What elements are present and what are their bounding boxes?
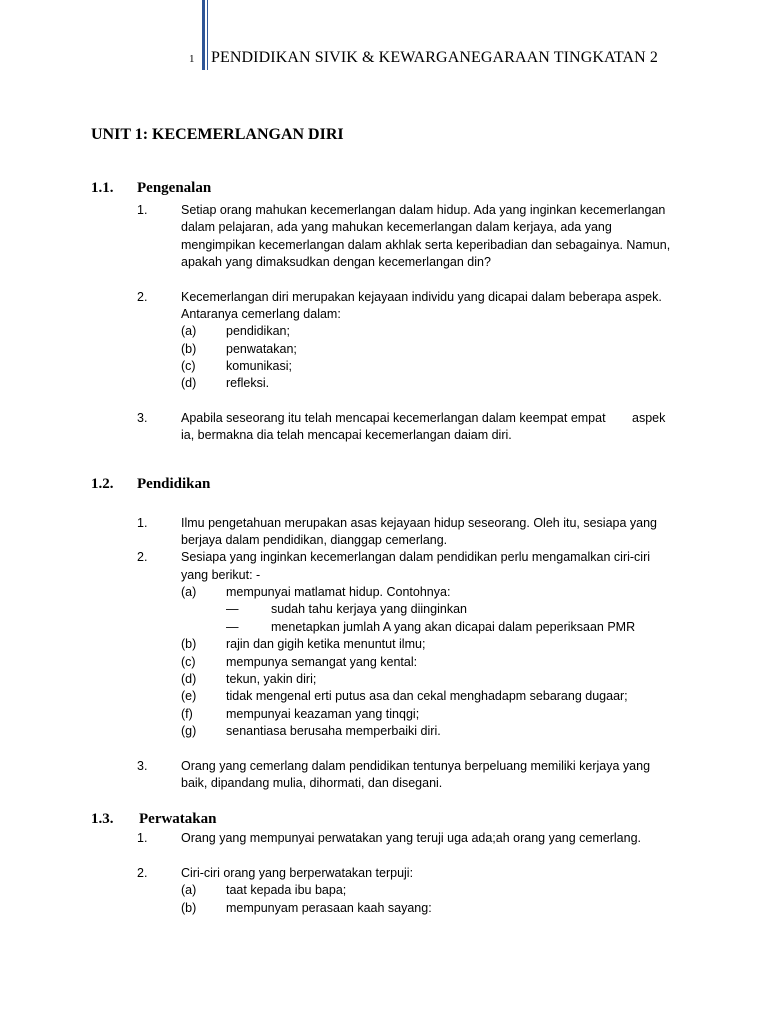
sub-item: tidak mengenal erti putus asa dan cekal menghadapm sebarang dugaar;	[226, 689, 628, 703]
sub-label: (g)	[181, 724, 197, 738]
sub-item: taat kepada ibu bapa;	[226, 883, 347, 897]
paragraph-line: apakah yang dimaksudkan dengan kecemerlangan din?	[181, 255, 491, 269]
paragraph-line: Orang yang cemerlang dalam pendidikan tentunya berpeluang memiliki kerjaya yang	[181, 759, 651, 773]
sub-label: (a)	[181, 883, 197, 897]
item-number: 3.	[137, 411, 148, 425]
section-number: 1.3.	[91, 811, 114, 827]
sub-item: refleksi.	[226, 376, 270, 390]
section-title: Perwatakan	[139, 811, 217, 827]
item-number: 3.	[137, 759, 148, 773]
sub-label: (b)	[181, 901, 197, 915]
item-number: 2.	[137, 550, 148, 564]
sub-label: (f)	[181, 707, 193, 721]
paragraph-line: baik, dipandang mulia, dihormati, dan disegani.	[181, 776, 443, 790]
sub-item: senantiasa berusaha memperbaiki diri.	[226, 724, 441, 738]
paragraph-line: Ciri-ciri orang yang berperwatakan terpuji:	[181, 866, 414, 880]
dash-bullet: —	[226, 602, 239, 616]
item-number: 1.	[137, 203, 148, 217]
sub-item: mempunya semangat yang kental:	[226, 655, 418, 669]
header-rule-thin	[207, 0, 208, 70]
sub-label: (e)	[181, 689, 197, 703]
paragraph-line: Ilmu pengetahuan merupakan asas kejayaan hidup seseorang. Oleh itu, sesiapa yang	[181, 516, 658, 530]
paragraph-line: Sesiapa yang inginkan kecemerlangan dalam pendidikan perlu mengamalkan ciri-ciri	[181, 550, 651, 564]
sub-item: mempunyai matlamat hidup. Contohnya:	[226, 585, 451, 599]
sub-label: (d)	[181, 672, 197, 686]
paragraph-line: mengimpikan kecemerlangan dalam akhlak serta keperibadian dan sebagainya. Namun,	[181, 238, 671, 252]
paragraph-line: yang berikut: -	[181, 568, 261, 582]
paragraph-line: Orang yang mempunyai perwatakan yang teruji uga ada;ah orang yang cemerlang.	[181, 831, 642, 845]
unit-title: UNIT 1: KECEMERLANGAN DIRI	[91, 126, 344, 143]
sub-label: (c)	[181, 359, 196, 373]
paragraph-line: Antaranya cemerlang dalam:	[181, 307, 341, 321]
paragraph-line: dalam pelajaran, ada yang mahukan kecemerlangan dalam kerjaya, ada yang	[181, 220, 612, 234]
sub-item: mempunyam perasaan kaah sayang:	[226, 901, 432, 915]
section-title: Pendidikan	[137, 476, 211, 492]
dash-bullet: —	[226, 620, 239, 634]
paragraph-line: Setiap orang mahukan kecemerlangan dalam hidup. Ada yang inginkan kecemerlangan	[181, 203, 666, 217]
sub-item: penwatakan;	[226, 342, 297, 356]
sub-item: rajin dan gigih ketika menuntut ilmu;	[226, 637, 426, 651]
sub-label: (c)	[181, 655, 196, 669]
sub-item: komunikasi;	[226, 359, 292, 373]
sub-label: (b)	[181, 342, 197, 356]
sub-sub-item: sudah tahu kerjaya yang diinginkan	[271, 602, 467, 616]
section-title: Pengenalan	[137, 180, 212, 196]
item-number: 1.	[137, 831, 148, 845]
sub-label: (a)	[181, 324, 197, 338]
sub-label: (a)	[181, 585, 197, 599]
paragraph-line-tail: aspek	[632, 411, 666, 425]
sub-item: tekun, yakin diri;	[226, 672, 317, 686]
sub-item: mempunyai keazaman yang tinqgi;	[226, 707, 420, 721]
page-number: 1	[189, 53, 195, 65]
item-number: 2.	[137, 866, 148, 880]
header-rule	[202, 0, 205, 70]
paragraph-line: ia, bermakna dia telah mencapai kecemerlangan daiam diri.	[181, 428, 512, 442]
sub-sub-item: menetapkan jumlah A yang akan dicapai dalam peperiksaan PMR	[271, 620, 636, 634]
section-number: 1.1.	[91, 180, 114, 196]
paragraph-line: berjaya dalam pendidikan, dianggap cemerlang.	[181, 533, 448, 547]
paragraph-line: Apabila seseorang itu telah mencapai kecemerlangan dalam keempat empat	[181, 411, 606, 425]
item-number: 1.	[137, 516, 148, 530]
page-title: PENDIDIKAN SIVIK & KEWARGANEGARAAN TINGKATAN 2	[211, 49, 658, 66]
section-number: 1.2.	[91, 476, 114, 492]
sub-label: (d)	[181, 376, 197, 390]
sub-item: pendidikan;	[226, 324, 290, 338]
paragraph-line: Kecemerlangan diri merupakan kejayaan individu yang dicapai dalam beberapa aspek.	[181, 290, 662, 304]
sub-label: (b)	[181, 637, 197, 651]
item-number: 2.	[137, 290, 148, 304]
